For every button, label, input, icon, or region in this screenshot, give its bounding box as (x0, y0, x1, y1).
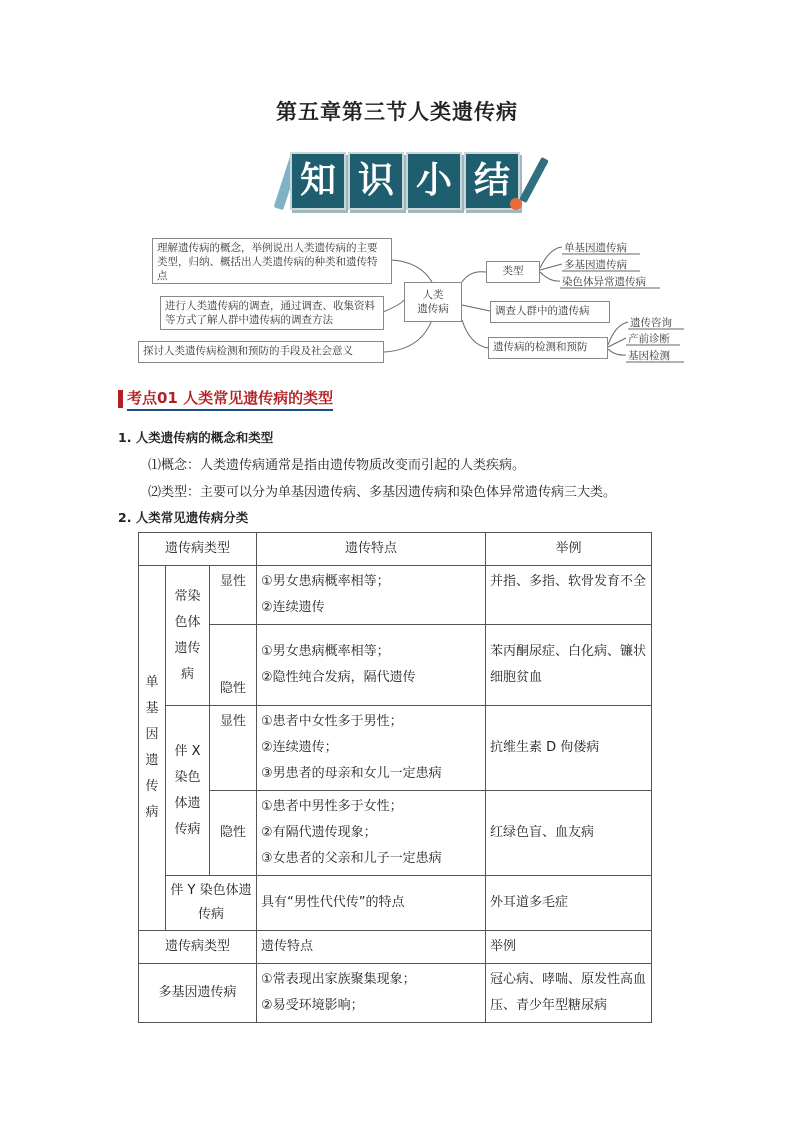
disease-table (138, 532, 652, 1023)
table-row (139, 876, 652, 931)
table-cell: 显性 (210, 566, 257, 625)
banner-char: 识 (348, 152, 404, 210)
table-cell: 红绿色盲、血友病 (486, 791, 652, 876)
table-cell: ①男女患病概率相等； ②隐性纯合发病，隔代遗传 (257, 625, 486, 706)
banner-char: 结 (464, 152, 520, 210)
table-row (139, 566, 652, 625)
table-cell: 外耳道多毛症 (486, 876, 652, 931)
table-cell: ①常表现出家族聚集现象； ②易受环境影响； (257, 964, 486, 1023)
mindmap-connectors (0, 0, 794, 380)
mindmap-goal: 理解遗传病的概念，举例说出人类遗传病的主要类型，归纳、概括出人类遗传病的种类和遗传特点 (152, 238, 392, 284)
table-row (139, 533, 652, 566)
banner-char: 知 (290, 152, 346, 210)
table-row (139, 964, 652, 1023)
table-header: 遗传特点 (257, 533, 486, 566)
mindmap-leaf: 多基因遗传病 (564, 259, 627, 271)
table-cell: 多基因遗传病 (139, 964, 257, 1023)
table-cell: 隐性 (210, 625, 257, 706)
table-row (139, 791, 652, 876)
table-cell: 伴 X 染色 体遗 传病 (166, 706, 210, 876)
table-cell: 抗维生素 D 佝偻病 (486, 706, 652, 791)
table-cell: 冠心病、哮喘、原发性高血压、青少年型糖尿病 (486, 964, 652, 1023)
mindmap-goal: 进行人类遗传病的调查，通过调查、收集资料等方式了解人群中遗传病的调查方法 (160, 296, 384, 330)
table-row (139, 706, 652, 791)
table-cell: 具有“男性代代传”的特点 (257, 876, 486, 931)
banner-char: 小 (406, 152, 462, 210)
table-row (139, 625, 652, 706)
paragraph: ⑵类型：主要可以分为单基因遗传病、多基因遗传病和染色体异常遗传病三大类。 (148, 485, 617, 500)
paragraph: ⑴概念：人类遗传病通常是指由遗传物质改变而引起的人类疾病。 (148, 458, 526, 473)
mindmap-node: 调查人群中的遗传病 (490, 301, 610, 323)
section-marker (118, 390, 123, 408)
table-cell: 隐性 (210, 791, 257, 876)
table-cell: ①男女患病概率相等； ②连续遗传 (257, 566, 486, 625)
heading: 1. 人类遗传病的概念和类型 (118, 430, 274, 445)
mindmap-leaf: 基因检测 (628, 350, 670, 362)
mindmap-leaf: 产前诊断 (628, 333, 670, 345)
mindmap-leaf: 染色体异常遗传病 (562, 276, 646, 288)
mindmap-node: 遗传病的检测和预防 (488, 337, 608, 359)
mindmap-node: 类型 (486, 261, 540, 283)
heading: 2. 人类常见遗传病分类 (118, 510, 249, 525)
table-header: 遗传特点 (257, 931, 486, 964)
table-cell: ①患者中女性多于男性； ②连续遗传； ③男患者的母亲和女儿一定患病 (257, 706, 486, 791)
table-cell: 苯丙酮尿症、白化病、镰状细胞贫血 (486, 625, 652, 706)
mindmap-goal: 探讨人类遗传病检测和预防的手段及社会意义 (138, 341, 384, 363)
table-cell: 伴 Y 染色体遗传病 (166, 876, 257, 931)
table-row (139, 931, 652, 964)
table-header: 遗传病类型 (139, 931, 257, 964)
page-title: 第五章第三节人类遗传病 (276, 99, 518, 124)
mindmap-center: 人类 遗传病 (404, 282, 462, 322)
table-cell: 显性 (210, 706, 257, 791)
table-header: 遗传病类型 (139, 533, 257, 566)
section-title: 考点01 人类常见遗传病的类型 (127, 387, 333, 411)
table-header: 举例 (486, 533, 652, 566)
table-cell: ①患者中男性多于女性； ②有隔代遗传现象； ③女患者的父亲和儿子一定患病 (257, 791, 486, 876)
mindmap-leaf: 单基因遗传病 (564, 242, 627, 254)
table-header: 举例 (486, 931, 652, 964)
table-cell: 常染 色体 遗传 病 (166, 566, 210, 706)
section-header (118, 388, 333, 410)
mindmap-leaf: 遗传咨询 (630, 317, 672, 329)
table-cell: 并指、多指、软骨发育不全 (486, 566, 652, 625)
table-cell: 单 基 因 遗 传 病 (139, 566, 166, 931)
